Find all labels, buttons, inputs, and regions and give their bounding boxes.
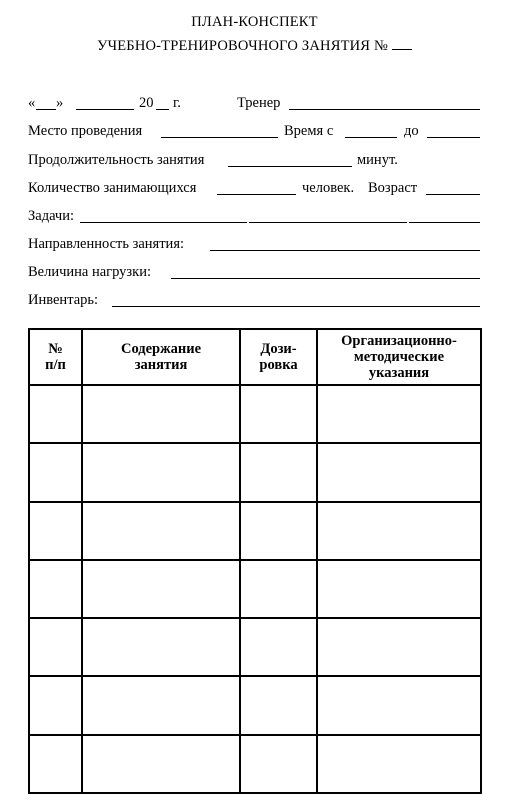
cell-guidelines[interactable]	[317, 676, 481, 734]
cell-content[interactable]	[82, 618, 240, 676]
participants-label: Количество занимающихся	[28, 180, 197, 196]
header-content	[82, 329, 240, 385]
header-number	[29, 329, 82, 385]
age-blank[interactable]	[426, 194, 480, 195]
tasks-blank-3[interactable]	[409, 222, 480, 223]
cell-guidelines[interactable]	[317, 443, 481, 501]
cell-number[interactable]	[29, 443, 82, 501]
table-row	[29, 385, 481, 443]
header-guidelines-text: Организационно- методические указания	[341, 333, 457, 381]
cell-number[interactable]	[29, 618, 82, 676]
form-title-text: УЧЕБНО-ТРЕНИРОВОЧНОГО ЗАНЯТИЯ №	[97, 38, 389, 54]
direction-blank[interactable]	[210, 250, 480, 251]
date-close-quote: »	[56, 95, 64, 111]
time-from-label: Время с	[284, 123, 334, 139]
participants-unit: человек.	[302, 180, 355, 196]
location-blank[interactable]	[161, 137, 278, 138]
tasks-label: Задачи:	[28, 208, 75, 224]
form-title-line-1: ПЛАН-КОНСПЕКТ	[191, 14, 318, 30]
cell-dosage[interactable]	[240, 618, 317, 676]
time-from-blank[interactable]	[345, 137, 397, 138]
duration-row	[0, 151, 509, 171]
cell-number[interactable]	[29, 560, 82, 618]
trainer-blank[interactable]	[289, 109, 480, 110]
direction-row	[0, 235, 509, 255]
cell-number[interactable]	[29, 735, 82, 793]
participants-age-row	[0, 179, 509, 199]
cell-dosage[interactable]	[240, 502, 317, 560]
cell-dosage[interactable]	[240, 735, 317, 793]
participants-blank[interactable]	[217, 194, 296, 195]
header-content-text: Содержание занятия	[120, 341, 202, 373]
table-row	[29, 502, 481, 560]
cell-number[interactable]	[29, 385, 82, 443]
tasks-blank-2[interactable]	[249, 222, 407, 223]
location-time-row	[0, 122, 509, 142]
header-guidelines	[317, 329, 481, 385]
cell-content[interactable]	[82, 385, 240, 443]
date-trainer-row	[0, 94, 509, 114]
load-blank[interactable]	[171, 278, 480, 279]
trainer-label: Тренер	[237, 95, 281, 111]
duration-blank[interactable]	[228, 166, 352, 167]
table-row	[29, 443, 481, 501]
cell-dosage[interactable]	[240, 676, 317, 734]
cell-guidelines[interactable]	[317, 560, 481, 618]
table-row	[29, 676, 481, 734]
cell-dosage[interactable]	[240, 443, 317, 501]
cell-guidelines[interactable]	[317, 735, 481, 793]
tasks-row	[0, 207, 509, 227]
cell-number[interactable]	[29, 502, 82, 560]
year-suffix: г.	[173, 95, 181, 111]
cell-dosage[interactable]	[240, 560, 317, 618]
cell-content[interactable]	[82, 676, 240, 734]
tasks-blank-1[interactable]	[80, 222, 247, 223]
location-label: Место проведения	[28, 123, 143, 139]
table-header-row	[29, 329, 481, 385]
form-title-line-2	[0, 35, 509, 55]
age-label: Возраст	[368, 180, 418, 196]
cell-content[interactable]	[82, 560, 240, 618]
equipment-blank[interactable]	[112, 306, 480, 307]
session-number-blank[interactable]	[392, 35, 412, 50]
cell-content[interactable]	[82, 443, 240, 501]
header-dosage-text: Дози- ровка	[259, 341, 298, 373]
cell-guidelines[interactable]	[317, 618, 481, 676]
header-number-text: № п/п	[45, 341, 66, 373]
plan-table	[28, 328, 482, 794]
year-prefix: 20	[139, 95, 154, 111]
cell-guidelines[interactable]	[317, 502, 481, 560]
date-open-quote: «	[28, 95, 36, 111]
cell-number[interactable]	[29, 676, 82, 734]
load-label: Величина нагрузки:	[28, 264, 151, 280]
time-to-label: до	[404, 123, 419, 139]
duration-unit: минут.	[357, 152, 398, 168]
direction-label: Направленность занятия:	[28, 236, 185, 252]
equipment-row	[0, 291, 509, 311]
table-row	[29, 618, 481, 676]
time-to-blank[interactable]	[427, 137, 480, 138]
table-body	[29, 385, 481, 793]
duration-label: Продолжительность занятия	[28, 152, 205, 168]
cell-content[interactable]	[82, 735, 240, 793]
equipment-label: Инвентарь:	[28, 292, 99, 308]
header-dosage	[240, 329, 317, 385]
table-row	[29, 560, 481, 618]
year-blank[interactable]	[156, 109, 169, 110]
cell-guidelines[interactable]	[317, 385, 481, 443]
table-row	[29, 735, 481, 793]
load-row	[0, 263, 509, 283]
cell-content[interactable]	[82, 502, 240, 560]
cell-dosage[interactable]	[240, 385, 317, 443]
month-blank[interactable]	[76, 109, 134, 110]
day-blank[interactable]	[36, 109, 56, 110]
